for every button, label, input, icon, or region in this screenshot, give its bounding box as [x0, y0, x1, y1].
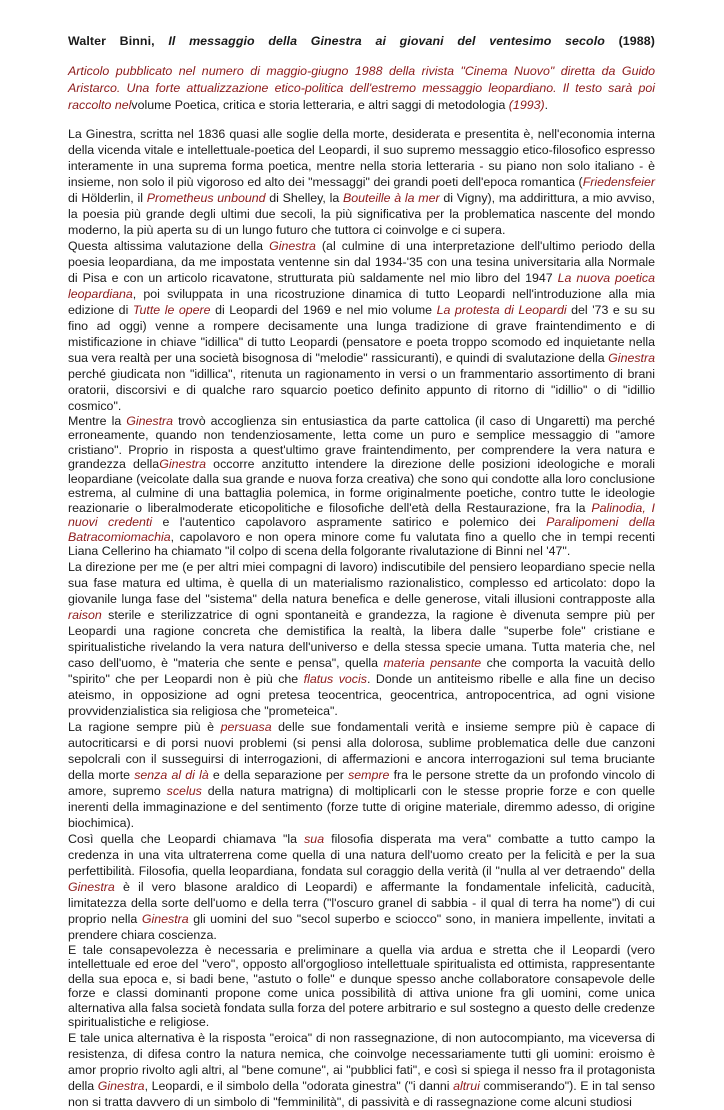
p4-materia-pensante: materia pensante — [383, 655, 482, 670]
p3-palinodia: Palinodia, I nuovi credenti — [68, 500, 655, 529]
paragraph-1 — [68, 126, 655, 238]
p1-text-a: La Ginestra, scritta nel 1836 quasi alle soglie della morte, desiderata e presentita è, nell'economia interna della vicenda vitale e intellettuale-poetica del Leopardi, il suo supremo messaggio etico-filosofico espresso interamente in una suprema forma poetica, mentre nella storia letteraria - su piano non solo italiano - è insieme, non solo il più vigoroso ed alto dei "messaggi" dei grandi poeti dell'epoca romantica ( — [68, 126, 655, 189]
p2-text-i: del '73 e su su fino ad oggi) venne a rompere decisamente una lunga tradizione di grave fraintendimento e di mistificazione in chiave "idillica" di tutto Leopardi (pensatore e poeta troppo scomodo ed inquietante nella sua vera realtà per una società bisognosa di "melodie" rassicuranti), e quindi di svalutazione della — [68, 302, 655, 365]
p6-ginestra-2: Ginestra — [141, 911, 189, 926]
p5-text-e: e della separazione per — [208, 767, 349, 782]
intro-volume: volume Poetica, critica e storia letteraria, e altri saggi di metodologia — [131, 97, 506, 112]
paragraph-8 — [68, 1030, 655, 1110]
p8-altrui: altrui — [453, 1078, 480, 1093]
p5-text-g: fra le persone strette da un profondo vincolo di amore, supremo — [68, 767, 655, 798]
p6-text-g: gli uomini del suo "secol superbo e sciocco" sono, in maniera impellente, invitati a prendere chiara coscienza. — [68, 911, 656, 942]
p8-ginestra: Ginestra — [97, 1078, 145, 1093]
p1-link-bouteille: Bouteille à la mer — [342, 190, 440, 205]
p6-text-e: è il vero blasone araldico di Leopardi) e affermante la fondamentale infelicità, caducità, limitatezza della sorte dell'uomo e della terra ("l'oscuro granel di sabbia - il qual di terra ha nome") di cui proprio nella — [68, 879, 655, 926]
title-work: Il messaggio della Ginestra ai giovani del ventesimo secolo — [168, 34, 605, 48]
intro-note — [68, 63, 655, 114]
p6-ginestra: Ginestra — [68, 879, 115, 894]
p3-text-e: occorre anzitutto intendere la direzione delle posizioni ideologiche e morali leopardiane (veicolate dalla sua grande e nuova forza creativa) che sono qui condotte alla loro conclusione estrema, al culmine di una battaglia polemica, in forme originalmente poetiche, contro tutte le ideologie reazionarie o liberalmoderate eticopolitiche e filosofiche dell'età della Restaurazione, fra la — [68, 457, 655, 515]
p5-text-i: della natura matrigna) di moltiplicarli con le stesse proprie forze e con quelle inerenti della immaginazione e del sentimento (forze tutte di origine materiale, diremmo adesso, di origine biochimica). — [68, 783, 656, 830]
p4-raison: raison — [68, 607, 102, 622]
p6-text-a: Così quella che Leopardi chiamava "la — [68, 831, 305, 846]
p1-text-g: di Vigny), ma addirittura, a mio avviso, la poesia più grande degli ultimi due secoli, la più significativa per la problematica nascente del mondo moderno, la più aperta su di un lungo futuro che tuttora ci coinvolge e ci supera. — [68, 190, 655, 237]
p4-text-e: che comporta la vacuità dello "spirito" che per Leopardi non è più che — [68, 655, 656, 686]
paragraph-4 — [68, 559, 655, 719]
intro-text: Articolo pubblicato nel numero di maggio-giugno 1988 della rivista "Cinema Nuovo" diretta da Guido Aristarco. Una forte attualizzazione etico-politica dell'estremo messaggio leopardiano. Il testo sarà poi raccolto nel — [68, 63, 655, 112]
document-page — [68, 34, 655, 1110]
p6-sua: sua — [304, 831, 325, 846]
p8-text-c: , Leopardi, e il simbolo della "odorata ginestra" ("i danni — [144, 1078, 454, 1093]
paragraph-3 — [68, 414, 655, 559]
p1-link-prometheus: Prometheus unbound — [146, 190, 266, 205]
p2-text-k: perché giudicata non "idillica", ritenuta un ragionamento in versi o un frammentario assortimento di brani oratorii, discorsivi e di qualche raro squarcio poetico definito appunto di ritorno di "idillio" o di "idillio cosmico". — [68, 366, 655, 413]
p2-text-g: di Leopardi del 1969 e nel mio volume — [210, 302, 437, 317]
p3-paralipomeni: Paralipomeni della Batracomiomachia — [68, 515, 655, 544]
p5-text-a: La ragione sempre più è — [68, 719, 221, 734]
p2-tutte-le-opere: Tutte le opere — [132, 302, 211, 317]
article-body — [68, 126, 655, 1110]
paragraph-5 — [68, 719, 655, 831]
p8-text-a: E tale unica alternativa è la risposta "eroica" di non rassegnazione, di non autocompianto, ma viceversa di resistenza, di difesa contro la natura nemica, che coinvolge necessariamente tutti gli uomini: eroismo è amor proprio rivolto agli altri, al "bene comune", ai "pubblici fati", e così si spiega il nesso fra il protagonista della — [68, 1030, 655, 1093]
p4-flatus-vocis: flatus vocis — [303, 671, 367, 686]
p5-sempre: sempre — [348, 767, 390, 782]
p4-text-a: La direzione per me (e per altri miei compagni di lavoro) indiscutibile del pensiero leopardiano specie nella sua fase matura ed ultima, è quella di un materialismo razionalistico, complesso ed articolato: dopo la giovanile lunga fase del "sistema" della natura benefica e delle generose, vitali illusioni contrapposte alla — [68, 559, 655, 606]
p2-text-a: Questa altissima valutazione della — [68, 238, 270, 253]
p3-ginestra: Ginestra — [126, 413, 174, 428]
p2-text-e: , poi sviluppata in una ricostruzione dinamica di tutto Leopardi nell'introduzione alla mia edizione di — [68, 286, 655, 317]
p3-text-i: , capolavoro e non opera minore come fu valutata fino a quello che in tempi recenti Liana Cellerino ha chiamato "il colpo di scena della folgorante rivalutazione di Binni nel '47". — [68, 529, 655, 558]
paragraph-7 — [68, 943, 655, 1030]
p4-text-g: . Donde un antiteismo ribelle e alla fine un deciso ateismo, in opposizione ad ogni pretesa teocentrica, geocentrica, antropocentrica, ad ogni visione provvidenzialistica sia religiosa che "prometeica". — [68, 671, 655, 718]
intro-end: . — [544, 97, 549, 112]
p3-text-g: e l'autentico capolavoro aspramente satirico e polemico dei — [152, 515, 547, 529]
p1-link-friedensfeier: Friedensfeier — [582, 174, 655, 189]
p3-text-a: Mentre la — [68, 413, 127, 428]
p5-text-c: delle sue fondamentali verità e insieme sempre più è capace di autocriticarsi e di porsi nuovi problemi (si pensi alla dolorosa, sublime problematica delle due canzoni sepolcrali con il susseguirsi di interrogazioni, di affermazioni e ancora interrogazioni sul tema bruciante della morte — [68, 719, 656, 782]
p5-scelus: scelus — [166, 783, 202, 798]
p3-text-c: trovò accoglienza sin entusiastica da parte cattolica (il caso di Ungaretti) ma perché erroneamente, quando non tendenziosamente, letta come un puro e semplice messaggio di "amore cristiano". Proprio in risposta a quest'ultimo grave fraintendimento, per comprendere la vera natura e grandezza della — [68, 413, 656, 471]
p2-text-c: (al culmine di una interpretazione dell'ultimo periodo della poesia leopardiana, da me impostata ventenne sin dal 1934-'35 con una tesina universitaria alla Normale di Pisa e con un articolo ricavatone, strutturata più saldamente nel mio libro del 1947 — [68, 238, 655, 285]
p2-protesta: La protesta di Leopardi — [436, 302, 567, 317]
p4-text-c: sterile e sterilizzatrice di ogni spontaneità e grandezza, la ragione è divenuta sempre più per Leopardi una ragione concreta che demistifica la realtà, la libera dalle "superbe fole" cristiane e spiritualistiche rivelando la vera natura dell'universo e della stessa specie umana. Tutta materia che, nel caso dell'uomo, è "materia che sente e pensa", quella — [68, 607, 655, 670]
title-author: Walter Binni, — [68, 34, 155, 48]
intro-year: (1993) — [508, 97, 545, 112]
p7-text-a: E tale consapevolezza è necessaria e preliminare a quella via ardua e stretta che il Leopardi (vero intellettuale ed eroe del "vero", opposto all'orgoglioso intellettuale spiritualista ed ottimista, rappresentante della sua epoca e, si badi bene, "astuto o folle" e dunque spesso anche collaboratore consapevole delle forze e classi dominanti propone come unica possibilità di attiva unione fra gli uomini, come unica alternativa alla falsa società fondata sulla forza del potere arbitrario e sul sostegno a questo delle credenze spiritualistiche e religiose. — [68, 942, 655, 1029]
paragraph-2 — [68, 238, 655, 414]
title-year: (1988) — [618, 34, 655, 48]
p1-text-c: di Hölderlin, il — [68, 190, 147, 205]
p3-ginestra-2: Ginestra — [159, 457, 207, 471]
p5-senza-al-di-la: senza al di là — [134, 767, 209, 782]
p8-text-e: commiserando"). E in tal senso non si tratta davvero di un simbolo di "femminilità", di passività e di rassegnazione come alcuni studiosi — [68, 1078, 656, 1109]
p1-text-e: di Shelley, la — [265, 190, 343, 205]
p2-ginestra: Ginestra — [269, 238, 316, 253]
paragraph-6 — [68, 831, 655, 943]
document-title — [68, 34, 655, 49]
p6-text-c: filosofia disperata ma vera" combatte a tutto campo la credenza in una vita ultraterrena come quella di una natura dell'uomo creato per la felicità e per la sua perfettibilità. Filosofia, quella leopardiana, fondata sul coraggio della verità (il "nulla al ver detraendo" della — [68, 831, 656, 878]
p5-persuasa: persuasa — [220, 719, 272, 734]
p2-ginestra-2: Ginestra — [608, 350, 655, 365]
p2-nuova-poetica: La nuova poetica leopardiana — [68, 270, 655, 301]
